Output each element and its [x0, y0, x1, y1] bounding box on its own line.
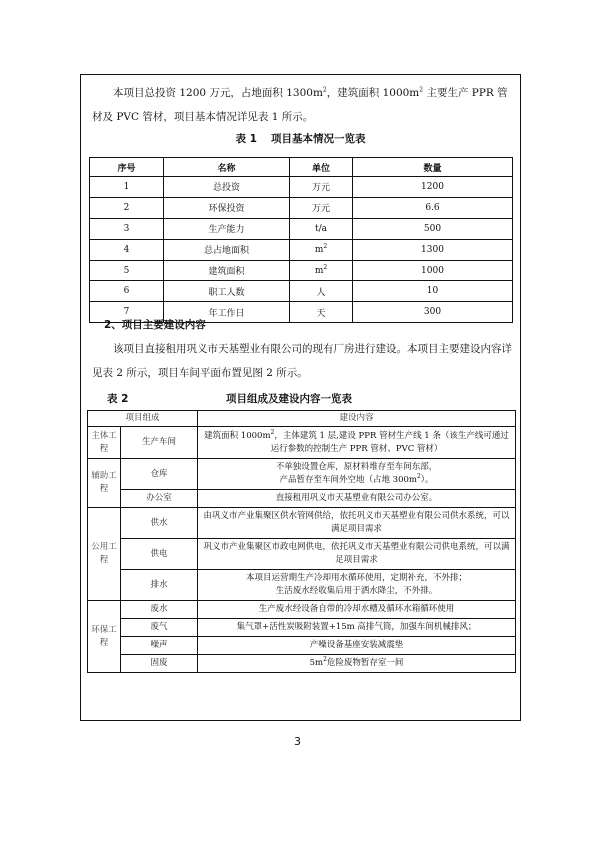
table2-caption-no: 表 2 — [107, 393, 129, 405]
col-header-no: 序号 — [90, 158, 164, 177]
table1-caption: 表 1 项目基本情况一览表 — [235, 133, 366, 145]
section-paragraph: 该项目直接租用巩义市天基塑业有限公司的现有厂房进行建设。本项目主要建设内容详见表 2 所示，项目车间平面布置见图 2 所示。 — [92, 343, 512, 379]
table-row: 环保工程 废水 生产废水经设备自带的冷却水槽及循环水箱循环使用 — [88, 601, 516, 619]
col-header-content: 建设内容 — [198, 411, 516, 427]
table-row: 办公室 直接租用巩义市天基塑业有限公司办公室。 — [88, 490, 516, 508]
table-row: 固废 $5m^2$危险废物暂存室一间 — [88, 655, 516, 673]
table-row: 5 建筑面积 $m^2$ 1000 — [90, 260, 513, 281]
category-public: 公用工程 — [88, 508, 121, 601]
table-row: 主体工程 生产车间 建筑面积 $1000m^2$，主体建筑 1 层,建设 PPR 管材生产线 1 条（该生产线可通过运行参数的控制生产 PPR 管材、PVC 管材） — [88, 427, 516, 459]
col-header-group: 项目组成 — [88, 411, 198, 427]
table-row: 2 环保投资 万元 6.6 — [90, 197, 513, 218]
table-header-row — [90, 158, 513, 177]
col-header-name: 名称 — [164, 158, 290, 177]
col-header-qty: 数量 — [353, 158, 513, 177]
table-row: 7 年工作日 天 300 — [90, 302, 513, 323]
table-row: 6 职工人数 人 10 — [90, 281, 513, 302]
col-header-unit: 单位 — [290, 158, 353, 177]
project-basics-table — [89, 157, 513, 323]
table-row: 公用工程 供水 由巩义市产业集聚区供水管网供给，依托巩义市天基塑业有限公司供水系统，可以满足项目需求 — [88, 508, 516, 539]
project-composition-table — [87, 410, 516, 673]
table-row: 3 生产能力 t/a 500 — [90, 218, 513, 239]
table-row: 1 总投资 万元 1200 — [90, 177, 513, 198]
table2-caption-title: 项目组成及建设内容一览表 — [226, 393, 352, 405]
table-row: 4 总占地面积 $m^2$ 1300 — [90, 239, 513, 260]
intro-paragraph: 本项目总投资 1200 万元，占地面积 $1300m^2$，建筑面积 $1000m^2$ 主要生产 PPR 管材及 PVC 管材，项目基本情况详见表 1 所示。 — [92, 86, 508, 123]
table-row: 废气 集气罩+活性炭吸附装置+15m 高排气筒，加强车间机械排风； — [88, 619, 516, 637]
table-row: 辅助工程 仓库 不单独设置仓库，原材料堆存至车间东部， 产品暂存至车间外空地（占地 $300m^2$）。 — [88, 459, 516, 490]
table-row: 排水 本项目运营期生产冷却用水循环使用，定期补充，不外排； 生活废水经收集后用于洒水降尘，不外排。 — [88, 570, 516, 601]
section-heading: 2、项目主要建设内容 — [104, 319, 206, 331]
table-row: 供电 巩义市产业集聚区市政电网供电，依托巩义市天基塑业有限公司供电系统，可以满足项目需求 — [88, 539, 516, 570]
category-aux: 辅助工程 — [88, 459, 121, 508]
category-env: 环保工程 — [88, 601, 121, 673]
category-main: 主体工程 — [88, 427, 121, 459]
table-row: 噪声 产噪设备基座安装减震垫 — [88, 637, 516, 655]
table-header-row — [88, 411, 516, 427]
page-number: 3 — [294, 735, 301, 748]
